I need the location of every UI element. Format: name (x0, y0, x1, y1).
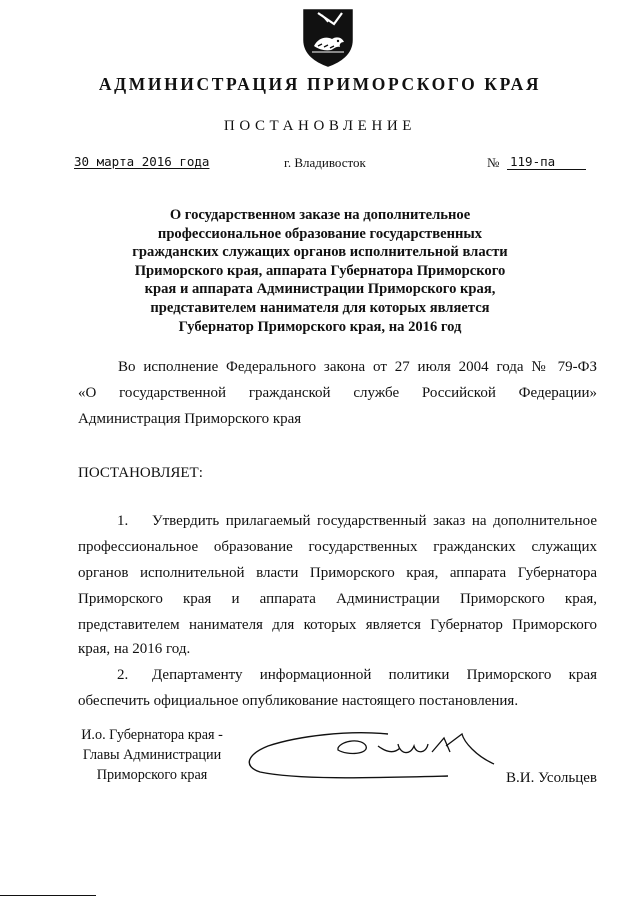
preamble-line: Во исполнение Федерального закона от 27 июля 2004 года № 79-ФЗ (118, 359, 597, 375)
title-line: Губернатор Приморского края, на 2016 год (178, 318, 462, 335)
signatory-position-line: Главы Администрации (82, 747, 222, 763)
title-line: О государственном заказе на дополнительное (169, 207, 471, 223)
item-line: края, на 2016 год. (78, 641, 191, 657)
item-line: представителем нанимателя для которых является Губернатор Приморского (78, 617, 597, 633)
document-number: 119-па (507, 154, 586, 170)
authority-heading: АДМИНИСТРАЦИЯ ПРИМОРСКОГО КРАЯ (98, 74, 542, 94)
item-number: 2. (117, 667, 129, 683)
document-title (100, 206, 540, 336)
item-line: профессиональное образование государственных гражданских служащих (78, 539, 597, 555)
preamble-line: «О государственной гражданской службе Российской Федерации» (78, 385, 597, 401)
signatory-position-line: И.о. Губернатора края - (81, 727, 223, 743)
item-line: Приморского края и аппарата Администрации Приморского края, (78, 591, 597, 607)
item-line: Департаменту информационной политики Приморского края (152, 667, 597, 683)
document-city: г. Владивосток (284, 155, 366, 170)
document-number-label: № (487, 155, 500, 170)
title-line: Приморского края, аппарата Губернатора Приморского (134, 262, 506, 279)
title-line: представителем нанимателя для которых является (150, 299, 490, 316)
footer-divider (0, 895, 96, 896)
decree-word: ПОСТАНОВЛЯЕТ: (78, 465, 203, 481)
item-line: обеспечить официальное опубликование настоящего постановления. (78, 693, 519, 709)
title-line: края и аппарата Администрации Приморского края, (144, 281, 496, 298)
coat-of-arms-icon (298, 6, 358, 68)
item-line: органов исполнительной власти Приморского края, аппарата Губернатора (78, 565, 597, 581)
item-line: Утвердить прилагаемый государственный заказ на дополнительное (152, 513, 597, 529)
document-date: 30 марта 2016 года (74, 154, 210, 169)
preamble-line: Администрация Приморского края (78, 411, 302, 427)
signatory-position-line: Приморского края (96, 767, 208, 783)
document-type-heading: ПОСТАНОВЛЕНИЕ (223, 118, 417, 134)
title-line: гражданских служащих органов исполнительной власти (132, 244, 508, 261)
signatory-name: В.И. Усольцев (506, 770, 597, 786)
item-number: 1. (117, 513, 129, 529)
title-line: профессиональное образование государственных (157, 225, 483, 242)
handwritten-signature-icon (238, 726, 508, 790)
